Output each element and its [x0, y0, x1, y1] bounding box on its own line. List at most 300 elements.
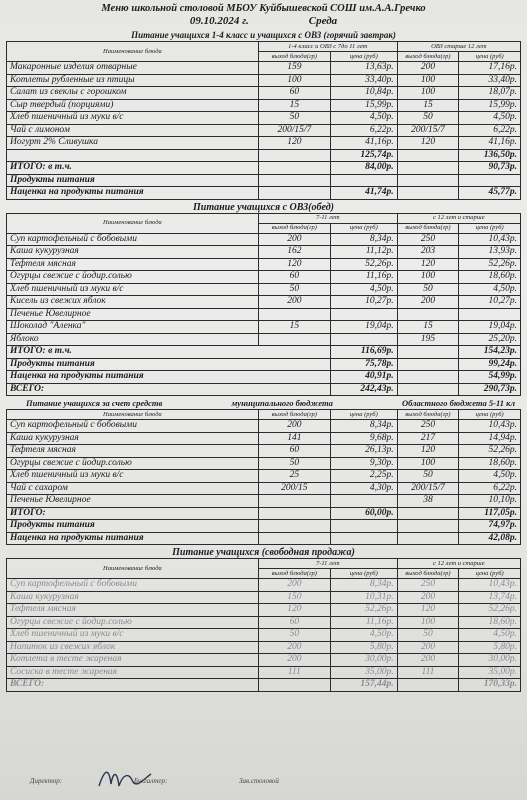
portion-weight: 111 — [397, 666, 459, 679]
portion-weight: 120 — [258, 137, 330, 150]
portion-weight: 50 — [258, 629, 330, 642]
col-header-price: цена (руб) — [459, 52, 521, 62]
table-row — [7, 162, 521, 175]
price: 42,08р. — [459, 532, 521, 545]
lunch-section — [6, 202, 521, 397]
portion-weight: 120 — [397, 445, 459, 458]
dish-name — [7, 149, 259, 162]
portion-weight: 120 — [258, 604, 330, 617]
portion-weight: 100 — [397, 271, 459, 284]
price: 99,24р. — [459, 358, 521, 371]
dish-name: Наценка на продукты питания — [7, 187, 259, 200]
price — [459, 308, 521, 321]
dish-name: Шоколад "Аленка" — [7, 321, 259, 334]
price: 30,00р. — [459, 654, 521, 667]
price: 242,43р. — [330, 383, 397, 396]
portion-weight: 50 — [258, 112, 330, 125]
price: 52,26р. — [459, 604, 521, 617]
col-header-price: цена (руб) — [330, 223, 397, 233]
dish-name: Кисель из свежих яблок — [7, 296, 259, 309]
price: 60,00р. — [330, 507, 397, 520]
price: 18,07р. — [459, 87, 521, 100]
portion-weight — [258, 333, 330, 346]
portion-weight: 200/15/7 — [397, 482, 459, 495]
total-row — [7, 383, 521, 396]
dish-name: Суп картофельный с бобовыми — [7, 420, 259, 433]
portion-weight: 15 — [258, 321, 330, 334]
price: 170,33р. — [459, 679, 521, 692]
portion-weight — [397, 162, 459, 175]
total-row — [7, 371, 521, 384]
price: 6,22р. — [459, 124, 521, 137]
portion-weight: 100 — [258, 74, 330, 87]
col-header-group: 7-11 лет — [258, 559, 397, 569]
table-row — [7, 579, 521, 592]
price: 9,68р. — [330, 432, 397, 445]
portion-weight: 200/15 — [258, 482, 330, 495]
portion-weight — [258, 308, 330, 321]
portion-weight: 150 — [258, 591, 330, 604]
price: 10,43р. — [459, 233, 521, 246]
table-row — [7, 258, 521, 271]
portion-weight: 100 — [397, 74, 459, 87]
col-header-name: Наименование блюда — [7, 42, 259, 62]
portion-weight — [258, 679, 330, 692]
dish-name: Напиток из свежих яблок — [7, 641, 259, 654]
dish-name: ИТОГО: — [7, 507, 259, 520]
dish-name: Огурцы свежие с йодир.солью — [7, 457, 259, 470]
dish-name: Чай с сахаром — [7, 482, 259, 495]
col-header-name: Наименование блюда — [7, 410, 259, 420]
price: 4,50р. — [330, 283, 397, 296]
portion-weight — [397, 679, 459, 692]
empty-cell — [397, 346, 459, 359]
price: 4,50р. — [459, 283, 521, 296]
table-row — [7, 420, 521, 433]
price: 52,26р. — [330, 604, 397, 617]
price: 2,25р. — [330, 470, 397, 483]
budget-section — [6, 398, 521, 545]
table-row — [7, 520, 521, 533]
col-header-out: выход блюда(гр) — [258, 223, 330, 233]
price: 19,04р. — [459, 321, 521, 334]
price: 10,31р. — [330, 591, 397, 604]
free-sale-section — [6, 547, 521, 692]
portion-weight: 200 — [258, 579, 330, 592]
table-row — [7, 482, 521, 495]
dish-name: Огурцы свежие с йодир.солью — [7, 271, 259, 284]
dish-name: Тефтеля мясная — [7, 445, 259, 458]
price: 10,84р. — [330, 87, 397, 100]
portion-weight: 100 — [397, 87, 459, 100]
table-row — [7, 62, 521, 75]
menu-title: Меню школьной столовой МБОУ Куйбышевской СОШ им.А.А.Гречко — [101, 3, 426, 14]
price: 13,63р. — [330, 62, 397, 75]
portion-weight: 120 — [397, 604, 459, 617]
dish-name: Тефтеля мясная — [7, 604, 259, 617]
portion-weight: 141 — [258, 432, 330, 445]
portion-weight: 250 — [397, 579, 459, 592]
breakfast-table — [6, 41, 521, 200]
portion-weight — [258, 149, 330, 162]
table-row — [7, 495, 521, 508]
price: 4,30р. — [330, 482, 397, 495]
price: 4,50р. — [330, 112, 397, 125]
table-row — [7, 321, 521, 334]
signature-line — [30, 777, 349, 785]
table-row — [7, 137, 521, 150]
empty-cell — [397, 371, 459, 384]
table-row — [7, 445, 521, 458]
price — [330, 333, 397, 346]
price: 8,34р. — [330, 233, 397, 246]
total-label: ИТОГО: в т.ч. — [7, 346, 331, 359]
table-row — [7, 233, 521, 246]
price — [330, 532, 397, 545]
dish-name: Сосиска в тесте жареная — [7, 666, 259, 679]
dish-name: Продукты питания — [7, 174, 259, 187]
portion-weight: 200 — [397, 62, 459, 75]
dish-name: Салат из свеклы с горошком — [7, 87, 259, 100]
menu-weekday: Среда — [308, 15, 338, 27]
price: 8,34р. — [330, 420, 397, 433]
accountant-label: Бухгалтер: — [133, 777, 168, 785]
col-header-out: выход блюда(гр) — [258, 52, 330, 62]
price: 35,00р. — [330, 666, 397, 679]
total-label: ВСЕГО: — [7, 383, 331, 396]
dish-name: Наценка на продукты питания — [7, 532, 259, 545]
portion-weight: 200 — [258, 641, 330, 654]
col-header-group: 7-11 лет — [258, 213, 397, 223]
col-header-price: цена (руб) — [459, 569, 521, 579]
price — [459, 174, 521, 187]
price: 9,30р. — [330, 457, 397, 470]
price: 11,12р. — [330, 246, 397, 259]
portion-weight: 100 — [397, 616, 459, 629]
dish-name: Хлеб пшеничный из муки в/с — [7, 112, 259, 125]
portion-weight — [397, 507, 459, 520]
portion-weight: 250 — [397, 420, 459, 433]
table-row — [7, 591, 521, 604]
dish-name: Огурцы свежие с йодир.солью — [7, 616, 259, 629]
table-row — [7, 641, 521, 654]
portion-weight: 203 — [397, 246, 459, 259]
table-row — [7, 604, 521, 617]
price: 33,40р. — [459, 74, 521, 87]
table-row — [7, 149, 521, 162]
portion-weight — [397, 187, 459, 200]
portion-weight — [258, 187, 330, 200]
portion-weight: 38 — [397, 495, 459, 508]
price: 25,20р. — [459, 333, 521, 346]
portion-weight — [258, 520, 330, 533]
price: 40,91р. — [330, 371, 397, 384]
portion-weight — [258, 495, 330, 508]
director-label: Директор: — [30, 777, 63, 785]
table-row — [7, 296, 521, 309]
price: 117,05р. — [459, 507, 521, 520]
breakfast-title: Питание учащихся 1-4 класс и учащихся с ОВЗ (горячий завтрак) — [131, 30, 396, 40]
price: 5,80р. — [330, 641, 397, 654]
table-row — [7, 457, 521, 470]
price: 157,44р. — [330, 679, 397, 692]
dish-name: Каша кукурузная — [7, 246, 259, 259]
table-row — [7, 333, 521, 346]
price: 136,50р. — [459, 149, 521, 162]
col-header-group: 1-4 класс и ОВЗ с 7до 11 лет — [258, 42, 397, 52]
price: 90,73р. — [459, 162, 521, 175]
price: 116,69р. — [330, 346, 397, 359]
portion-weight: 60 — [258, 616, 330, 629]
price — [330, 520, 397, 533]
col-header-out: выход блюда(гр) — [258, 569, 330, 579]
table-row — [7, 470, 521, 483]
portion-weight — [258, 507, 330, 520]
price: 17,16р. — [459, 62, 521, 75]
portion-weight: 200 — [397, 591, 459, 604]
menu-date: 09.10.2024 г. — [189, 15, 249, 27]
empty-cell — [397, 358, 459, 371]
dish-name: Тефтеля мясная — [7, 258, 259, 271]
price: 41,16р. — [459, 137, 521, 150]
table-row — [7, 87, 521, 100]
table-row — [7, 74, 521, 87]
col-header-name: Наименование блюда — [7, 559, 259, 579]
dish-name: Хлеб пшеничный из муки в/с — [7, 629, 259, 642]
table-row — [7, 629, 521, 642]
price: 15,99р. — [459, 99, 521, 112]
table-row — [7, 124, 521, 137]
table-row — [7, 283, 521, 296]
col-header-out: выход блюда(гр) — [397, 52, 459, 62]
price: 125,74р. — [330, 149, 397, 162]
portion-weight: 25 — [258, 470, 330, 483]
table-row — [7, 679, 521, 692]
price: 6,22р. — [330, 124, 397, 137]
price: 41,16р. — [330, 137, 397, 150]
col-header-price: цена (руб) — [459, 223, 521, 233]
breakfast-section — [6, 30, 521, 200]
portion-weight: 200 — [258, 296, 330, 309]
price: 10,27р. — [459, 296, 521, 309]
portion-weight: 195 — [397, 333, 459, 346]
price: 11,16р. — [330, 616, 397, 629]
dish-name: ИТОГО: в т.ч. — [7, 162, 259, 175]
dish-name: Хлеб пшеничный из муки в/с — [7, 470, 259, 483]
price: 33,40р. — [330, 74, 397, 87]
col-header-out: выход блюда(гр) — [397, 223, 459, 233]
portion-weight: 50 — [397, 112, 459, 125]
price: 74,97р. — [459, 520, 521, 533]
lunch-title: Питание учащихся с ОВЗ(обед) — [193, 201, 334, 213]
price: 10,43р. — [459, 579, 521, 592]
table-row — [7, 187, 521, 200]
lunch-table — [6, 213, 521, 397]
total-label: Наценка на продукты питания — [7, 371, 331, 384]
price: 14,94р. — [459, 432, 521, 445]
dish-name: Чай с лимоном — [7, 124, 259, 137]
free-sale-table — [6, 558, 521, 692]
portion-weight: 159 — [258, 62, 330, 75]
budget-title-b: муниципального бюджета — [231, 398, 333, 408]
price: 18,60р. — [459, 271, 521, 284]
portion-weight: 200 — [397, 654, 459, 667]
portion-weight — [397, 520, 459, 533]
price — [330, 174, 397, 187]
total-row — [7, 358, 521, 371]
table-row — [7, 507, 521, 520]
table-row — [7, 174, 521, 187]
price: 19,04р. — [330, 321, 397, 334]
table-row — [7, 616, 521, 629]
portion-weight: 200 — [397, 641, 459, 654]
portion-weight — [258, 174, 330, 187]
portion-weight: 15 — [397, 99, 459, 112]
price: 52,26р. — [459, 445, 521, 458]
price: 84,00р. — [330, 162, 397, 175]
price: 41,74р. — [330, 187, 397, 200]
price: 6,22р. — [459, 482, 521, 495]
portion-weight: 250 — [397, 233, 459, 246]
price: 4,50р. — [459, 112, 521, 125]
menu-header — [0, 0, 527, 28]
portion-weight: 162 — [258, 246, 330, 259]
portion-weight: 120 — [397, 137, 459, 150]
price: 8,34р. — [330, 579, 397, 592]
table-row — [7, 666, 521, 679]
price: 5,80р. — [459, 641, 521, 654]
col-header-out: выход блюда(гр) — [397, 569, 459, 579]
portion-weight: 60 — [258, 445, 330, 458]
portion-weight — [397, 532, 459, 545]
portion-weight — [397, 149, 459, 162]
portion-weight: 200 — [258, 420, 330, 433]
budget-title-a: Питание учащихся за счет средств — [26, 398, 163, 408]
price: 4,50р. — [459, 629, 521, 642]
table-row — [7, 432, 521, 445]
col-header-group: с 12 лет и старше — [397, 213, 520, 223]
table-row — [7, 246, 521, 259]
price — [330, 308, 397, 321]
empty-cell — [397, 383, 459, 396]
portion-weight: 111 — [258, 666, 330, 679]
price: 18,60р. — [459, 616, 521, 629]
price: 54,99р. — [459, 371, 521, 384]
table-row — [7, 271, 521, 284]
dish-name: ВСЕГО: — [7, 679, 259, 692]
col-header-price: цена (руб) — [330, 410, 397, 420]
price: 35,00р. — [459, 666, 521, 679]
price: 154,23р. — [459, 346, 521, 359]
price: 10,27р. — [330, 296, 397, 309]
price: 4,50р. — [459, 470, 521, 483]
manager-label: Зав.столовой — [239, 777, 279, 785]
portion-weight: 200/15/7 — [397, 124, 459, 137]
table-row — [7, 112, 521, 125]
portion-weight: 200 — [258, 233, 330, 246]
price: 290,73р. — [459, 383, 521, 396]
portion-weight: 50 — [397, 470, 459, 483]
total-label: Продукты питания — [7, 358, 331, 371]
dish-name: Продукты питания — [7, 520, 259, 533]
budget-title-c: Областного бюджета 5-11 кл — [401, 398, 515, 408]
portion-weight: 15 — [397, 321, 459, 334]
budget-table — [6, 409, 521, 545]
dish-name: Хлеб пшеничный из муки в/с — [7, 283, 259, 296]
col-header-out: выход блюда(гр) — [258, 410, 330, 420]
dish-name: Сыр твердый (порциями) — [7, 99, 259, 112]
price: 4,50р. — [330, 629, 397, 642]
total-row — [7, 346, 521, 359]
dish-name: Каша кукурузная — [7, 591, 259, 604]
price: 13,74р. — [459, 591, 521, 604]
table-row — [7, 654, 521, 667]
portion-weight: 120 — [397, 258, 459, 271]
portion-weight: 15 — [258, 99, 330, 112]
price: 13,93р. — [459, 246, 521, 259]
portion-weight: 100 — [397, 457, 459, 470]
dish-name: Каша кукурузная — [7, 432, 259, 445]
dish-name: Суп картофельный с бобовыми — [7, 233, 259, 246]
table-row — [7, 532, 521, 545]
col-header-price: цена (руб) — [330, 569, 397, 579]
dish-name: Йогурт 2% Сливушка — [7, 137, 259, 150]
portion-weight — [397, 308, 459, 321]
col-header-group: с 12 лет и старше — [397, 559, 520, 569]
price: 10,10р. — [459, 495, 521, 508]
portion-weight: 120 — [258, 258, 330, 271]
price: 18,60р. — [459, 457, 521, 470]
col-header-price: цена (руб) — [330, 52, 397, 62]
price — [330, 495, 397, 508]
portion-weight: 217 — [397, 432, 459, 445]
dish-name: Яблоко — [7, 333, 259, 346]
price: 75,78р. — [330, 358, 397, 371]
price: 45,77р. — [459, 187, 521, 200]
portion-weight: 200 — [258, 654, 330, 667]
free-sale-title: Питание учащихся (свободная продажа) — [172, 547, 355, 558]
portion-weight: 60 — [258, 271, 330, 284]
portion-weight — [258, 532, 330, 545]
price: 30,00р. — [330, 654, 397, 667]
table-row — [7, 99, 521, 112]
price: 26,13р. — [330, 445, 397, 458]
price: 10,43р. — [459, 420, 521, 433]
portion-weight: 50 — [258, 457, 330, 470]
portion-weight: 200/15/7 — [258, 124, 330, 137]
dish-name: Суп картофельный с бобовыми — [7, 579, 259, 592]
col-header-name: Наименование блюда — [7, 213, 259, 233]
portion-weight: 50 — [397, 629, 459, 642]
portion-weight: 50 — [258, 283, 330, 296]
price: 52,26р. — [330, 258, 397, 271]
dish-name: Печенье Ювелирное — [7, 308, 259, 321]
price: 52,26р. — [459, 258, 521, 271]
col-header-out: выход блюда(гр) — [397, 410, 459, 420]
portion-weight: 60 — [258, 87, 330, 100]
portion-weight: 200 — [397, 296, 459, 309]
dish-name: Печенье Ювелирное — [7, 495, 259, 508]
dish-name: Котлета в тесте жареная — [7, 654, 259, 667]
price: 11,16р. — [330, 271, 397, 284]
col-header-group: ОВЗ старше 12 лет — [397, 42, 520, 52]
dish-name: Котлеты рубленные из птицы — [7, 74, 259, 87]
portion-weight: 50 — [397, 283, 459, 296]
portion-weight — [258, 162, 330, 175]
dish-name: Макаронные изделия отварные — [7, 62, 259, 75]
price: 15,99р. — [330, 99, 397, 112]
col-header-price: цена (руб) — [459, 410, 521, 420]
